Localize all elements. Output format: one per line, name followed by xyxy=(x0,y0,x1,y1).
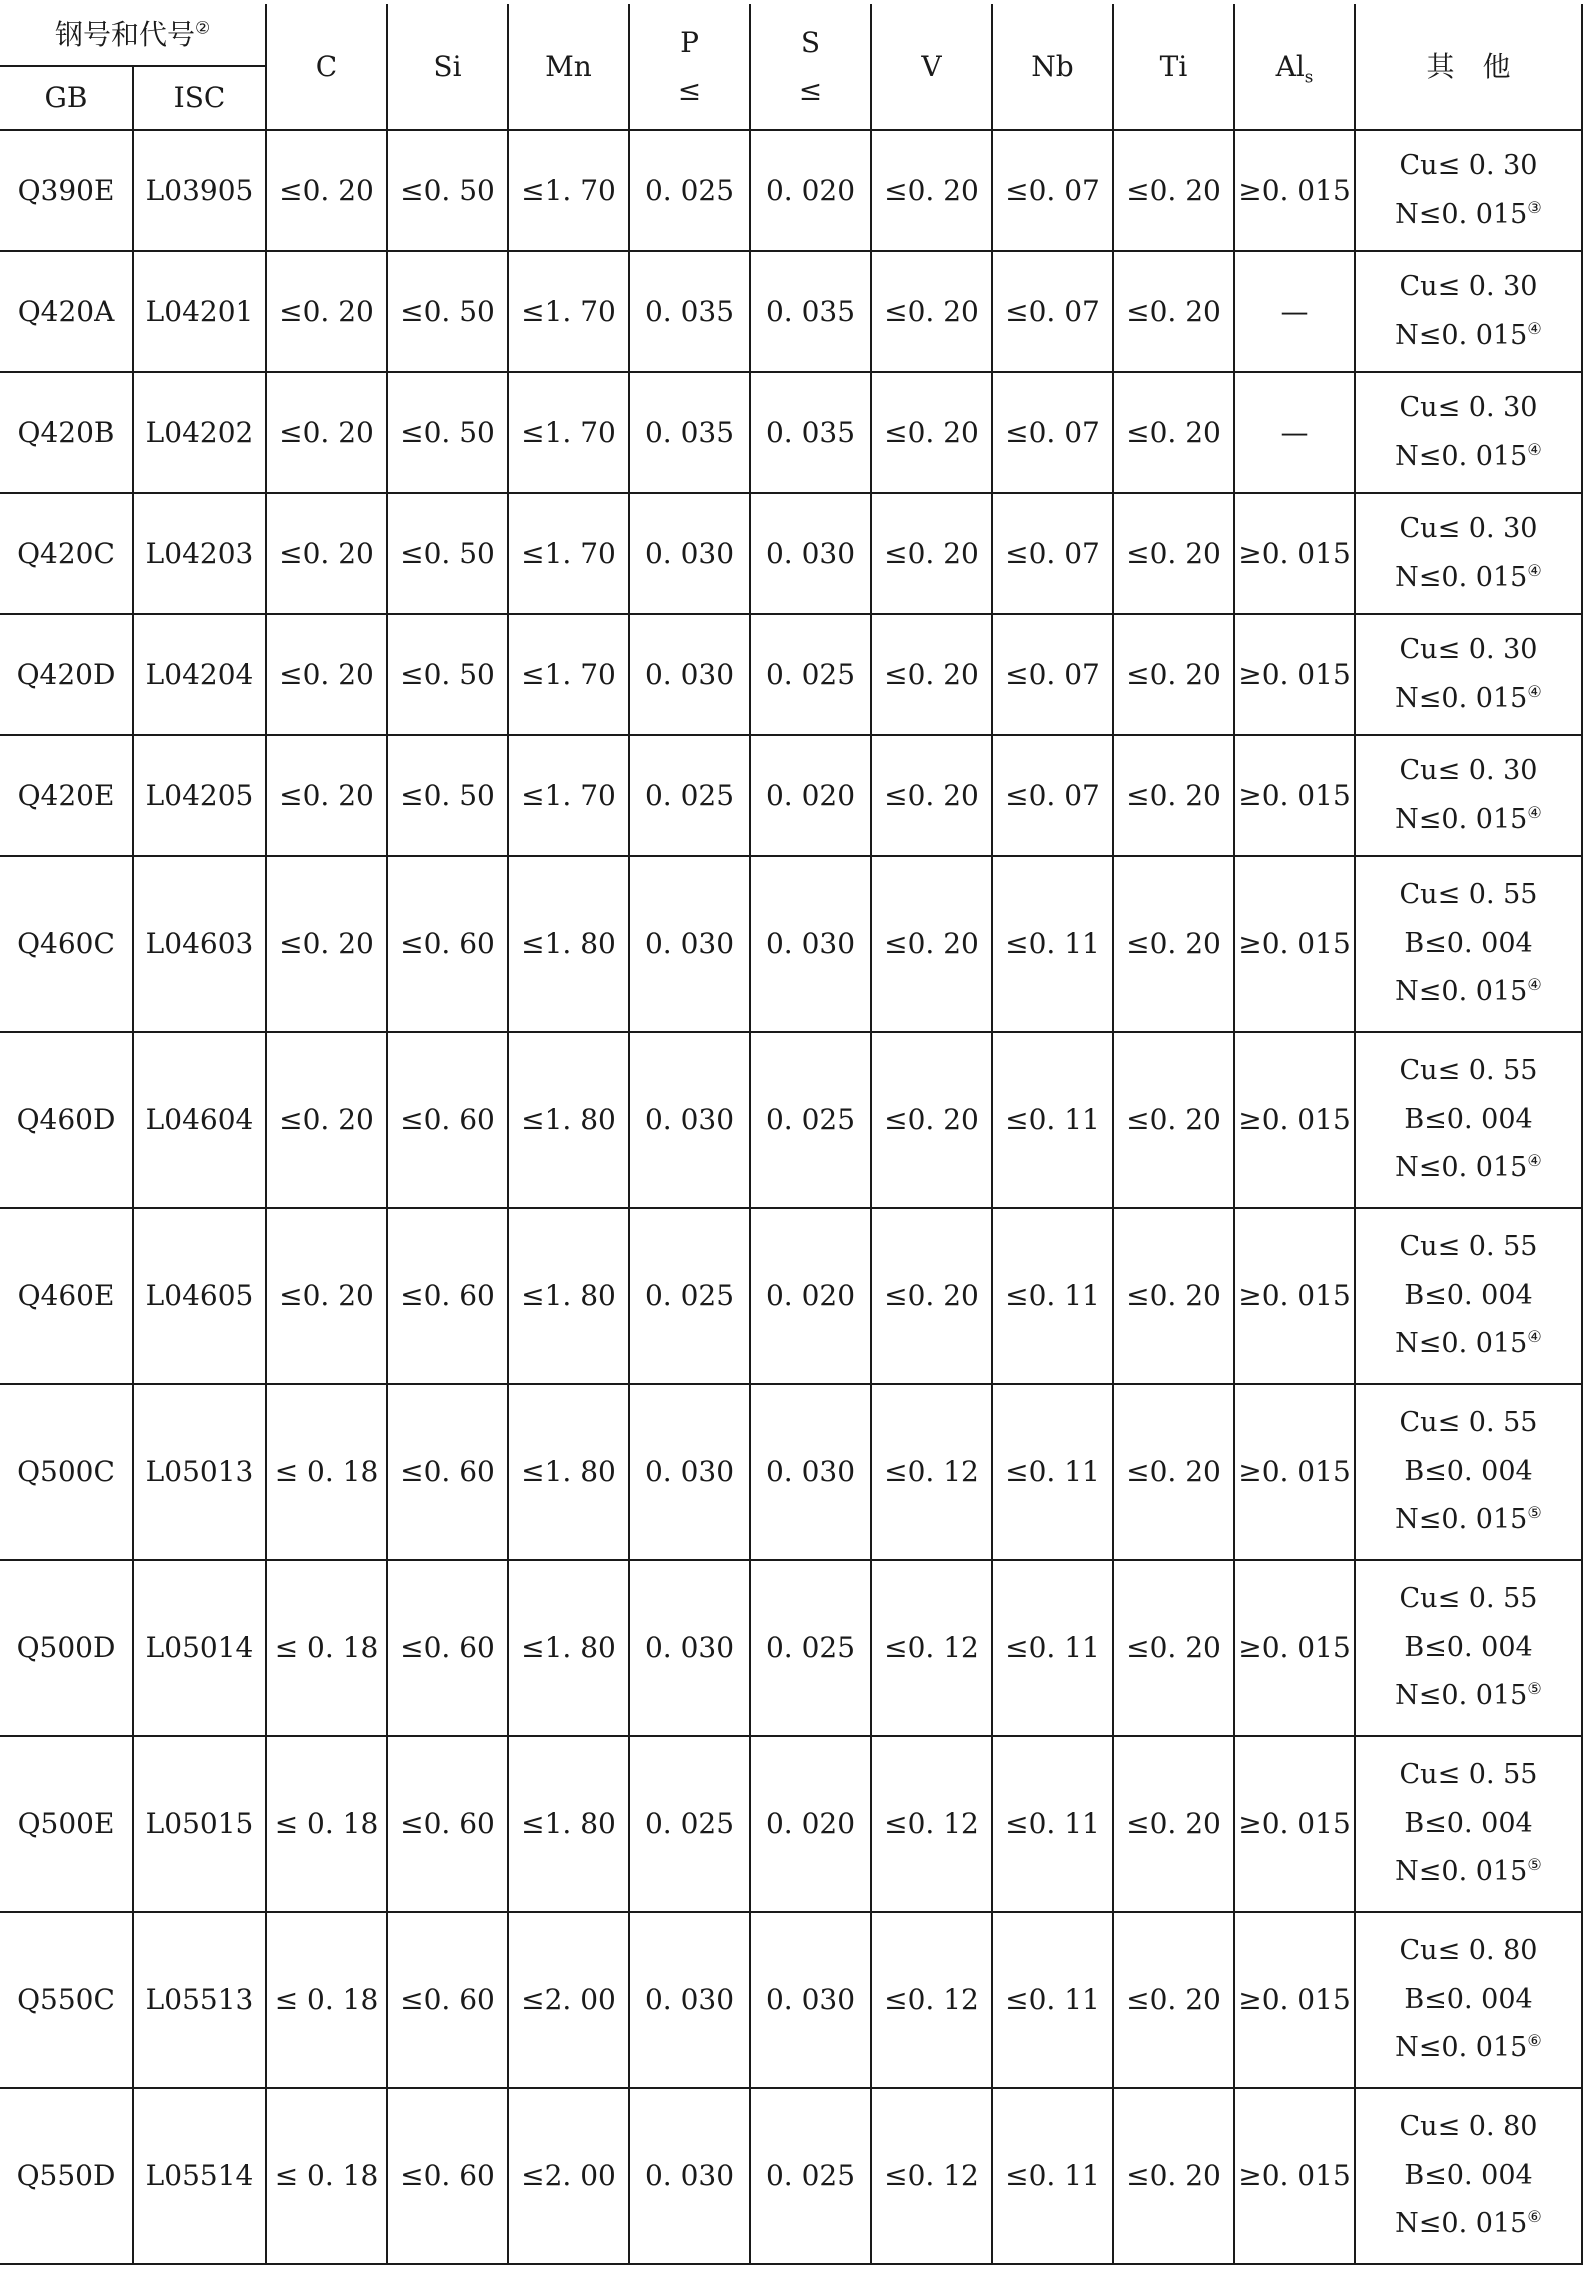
other-line: B≤0. 004 xyxy=(1404,1455,1533,1487)
col-header-isc: ISC xyxy=(133,66,266,130)
footnote-mark: ④ xyxy=(1527,439,1542,459)
footnote-mark: ④ xyxy=(1527,1151,1542,1171)
cell-mn: ≤1. 70 xyxy=(508,130,629,251)
cell-si: ≤0. 50 xyxy=(387,130,508,251)
other-line: B≤0. 004 xyxy=(1404,1279,1533,1311)
cell-other xyxy=(1355,2088,1582,2264)
cell-p: 0. 035 xyxy=(629,251,750,372)
table-row xyxy=(0,1912,1582,2088)
other-line: Cu≤ 0. 30 xyxy=(1399,270,1538,302)
table-row xyxy=(0,735,1582,856)
cell-c: ≤0. 20 xyxy=(266,856,387,1032)
other-line: N≤0. 015⑤ xyxy=(1395,1679,1542,1712)
other-line: N≤0. 015④ xyxy=(1395,802,1542,835)
cell-si: ≤0. 50 xyxy=(387,372,508,493)
cell-mn: ≤1. 70 xyxy=(508,372,629,493)
cell-c: ≤0. 20 xyxy=(266,735,387,856)
footnote-mark: ④ xyxy=(1527,681,1542,701)
col-header-other: 其 他 xyxy=(1355,4,1582,130)
cell-ti: ≤0. 20 xyxy=(1113,1384,1234,1560)
footnote-mark: ④ xyxy=(1527,318,1542,338)
cell-other xyxy=(1355,251,1582,372)
cell-isc: L03905 xyxy=(133,130,266,251)
cell-c: ≤0. 20 xyxy=(266,251,387,372)
cell-p: 0. 035 xyxy=(629,372,750,493)
col-header-p: P ≤ xyxy=(629,4,750,130)
cell-ti: ≤0. 20 xyxy=(1113,251,1234,372)
cell-p: 0. 030 xyxy=(629,2088,750,2264)
cell-al: ≥0. 015 xyxy=(1234,493,1355,614)
cell-isc: L04205 xyxy=(133,735,266,856)
footnote-mark: ⑥ xyxy=(1527,2031,1542,2051)
cell-isc: L05014 xyxy=(133,1560,266,1736)
col-header-c: C xyxy=(266,4,387,130)
footnote-mark: ⑤ xyxy=(1527,1679,1542,1699)
other-line: N≤0. 015④ xyxy=(1395,1327,1542,1360)
cell-ti: ≤0. 20 xyxy=(1113,1736,1234,1912)
other-line: N≤0. 015⑤ xyxy=(1395,1503,1542,1536)
cell-s: 0. 030 xyxy=(750,493,871,614)
other-line: Cu≤ 0. 80 xyxy=(1399,2111,1538,2143)
cell-si: ≤0. 60 xyxy=(387,856,508,1032)
cell-al: ≥0. 015 xyxy=(1234,1208,1355,1384)
other-line: N≤0. 015④ xyxy=(1395,560,1542,593)
cell-isc: L05013 xyxy=(133,1384,266,1560)
cell-ti: ≤0. 20 xyxy=(1113,735,1234,856)
cell-s: 0. 030 xyxy=(750,856,871,1032)
cell-ti: ≤0. 20 xyxy=(1113,2088,1234,2264)
cell-mn: ≤2. 00 xyxy=(508,2088,629,2264)
cell-mn: ≤1. 70 xyxy=(508,493,629,614)
cell-al: — xyxy=(1234,251,1355,372)
cell-isc: L04204 xyxy=(133,614,266,735)
cell-isc: L04201 xyxy=(133,251,266,372)
other-line: B≤0. 004 xyxy=(1404,1983,1533,2015)
footnote-mark: ② xyxy=(194,17,211,38)
col-header-s: S ≤ xyxy=(750,4,871,130)
cell-other xyxy=(1355,1560,1582,1736)
grade-code-header: 钢号和代号② xyxy=(0,4,266,66)
cell-s: 0. 025 xyxy=(750,2088,871,2264)
table-row xyxy=(0,1032,1582,1208)
cell-ti: ≤0. 20 xyxy=(1113,130,1234,251)
cell-other xyxy=(1355,1384,1582,1560)
cell-other xyxy=(1355,1912,1582,2088)
cell-p: 0. 025 xyxy=(629,130,750,251)
other-line: Cu≤ 0. 55 xyxy=(1399,879,1538,911)
cell-nb: ≤0. 11 xyxy=(992,1560,1113,1736)
other-line: N≤0. 015③ xyxy=(1395,197,1542,230)
cell-c: ≤ 0. 18 xyxy=(266,1736,387,1912)
cell-gb: Q420E xyxy=(0,735,133,856)
other-line: Cu≤ 0. 55 xyxy=(1399,1759,1538,1791)
cell-other xyxy=(1355,735,1582,856)
cell-al: ≥0. 015 xyxy=(1234,130,1355,251)
other-line: Cu≤ 0. 30 xyxy=(1399,512,1538,544)
other-line: N≤0. 015④ xyxy=(1395,439,1542,472)
cell-si: ≤0. 50 xyxy=(387,735,508,856)
col-header-nb: Nb xyxy=(992,4,1113,130)
cell-v: ≤0. 20 xyxy=(871,493,992,614)
cell-p: 0. 030 xyxy=(629,493,750,614)
cell-p: 0. 030 xyxy=(629,1912,750,2088)
other-line: N≤0. 015⑥ xyxy=(1395,2207,1542,2240)
cell-gb: Q420D xyxy=(0,614,133,735)
cell-isc: L04604 xyxy=(133,1032,266,1208)
cell-gb: Q550C xyxy=(0,1912,133,2088)
cell-isc: L05513 xyxy=(133,1912,266,2088)
cell-v: ≤0. 20 xyxy=(871,614,992,735)
cell-ti: ≤0. 20 xyxy=(1113,1912,1234,2088)
table-row xyxy=(0,1208,1582,1384)
cell-p: 0. 025 xyxy=(629,1736,750,1912)
cell-other xyxy=(1355,130,1582,251)
cell-al: ≥0. 015 xyxy=(1234,614,1355,735)
cell-v: ≤0. 20 xyxy=(871,251,992,372)
cell-gb: Q460E xyxy=(0,1208,133,1384)
other-line: Cu≤ 0. 55 xyxy=(1399,1407,1538,1439)
table-body xyxy=(0,130,1582,2264)
cell-al: ≥0. 015 xyxy=(1234,1736,1355,1912)
cell-nb: ≤0. 07 xyxy=(992,614,1113,735)
cell-other xyxy=(1355,372,1582,493)
cell-p: 0. 025 xyxy=(629,735,750,856)
cell-nb: ≤0. 11 xyxy=(992,1384,1113,1560)
footnote-mark: ⑤ xyxy=(1527,1855,1542,1875)
cell-al: ≥0. 015 xyxy=(1234,2088,1355,2264)
cell-mn: ≤1. 70 xyxy=(508,735,629,856)
other-line: Cu≤ 0. 30 xyxy=(1399,633,1538,665)
cell-s: 0. 035 xyxy=(750,251,871,372)
table-row xyxy=(0,130,1582,251)
cell-gb: Q500D xyxy=(0,1560,133,1736)
cell-other xyxy=(1355,856,1582,1032)
footnote-mark: ④ xyxy=(1527,1327,1542,1347)
cell-al: ≥0. 015 xyxy=(1234,735,1355,856)
table-row xyxy=(0,614,1582,735)
other-line: Cu≤ 0. 55 xyxy=(1399,1055,1538,1087)
cell-v: ≤0. 12 xyxy=(871,1560,992,1736)
cell-isc: L04605 xyxy=(133,1208,266,1384)
cell-al: ≥0. 015 xyxy=(1234,1560,1355,1736)
cell-nb: ≤0. 11 xyxy=(992,1912,1113,2088)
cell-al: ≥0. 015 xyxy=(1234,1912,1355,2088)
other-line: Cu≤ 0. 30 xyxy=(1399,754,1538,786)
other-line: Cu≤ 0. 55 xyxy=(1399,1231,1538,1263)
cell-other xyxy=(1355,493,1582,614)
cell-c: ≤ 0. 18 xyxy=(266,1560,387,1736)
footnote-mark: ④ xyxy=(1527,802,1542,822)
cell-mn: ≤1. 70 xyxy=(508,614,629,735)
other-line: N≤0. 015⑥ xyxy=(1395,2031,1542,2064)
cell-s: 0. 020 xyxy=(750,1208,871,1384)
cell-gb: Q390E xyxy=(0,130,133,251)
other-line: Cu≤ 0. 80 xyxy=(1399,1935,1538,1967)
other-line: Cu≤ 0. 55 xyxy=(1399,1583,1538,1615)
cell-c: ≤0. 20 xyxy=(266,614,387,735)
table-row xyxy=(0,1736,1582,1912)
cell-si: ≤0. 60 xyxy=(387,1208,508,1384)
cell-mn: ≤2. 00 xyxy=(508,1912,629,2088)
cell-s: 0. 030 xyxy=(750,1384,871,1560)
cell-al: — xyxy=(1234,372,1355,493)
cell-mn: ≤1. 70 xyxy=(508,251,629,372)
cell-v: ≤0. 12 xyxy=(871,1384,992,1560)
table-row xyxy=(0,372,1582,493)
other-line: N≤0. 015⑤ xyxy=(1395,1855,1542,1888)
cell-c: ≤0. 20 xyxy=(266,493,387,614)
cell-other xyxy=(1355,1032,1582,1208)
cell-isc: L05514 xyxy=(133,2088,266,2264)
cell-other xyxy=(1355,614,1582,735)
cell-p: 0. 030 xyxy=(629,1384,750,1560)
cell-gb: Q460D xyxy=(0,1032,133,1208)
cell-nb: ≤0. 07 xyxy=(992,251,1113,372)
col-header-v: V xyxy=(871,4,992,130)
cell-p: 0. 030 xyxy=(629,1032,750,1208)
cell-ti: ≤0. 20 xyxy=(1113,1208,1234,1384)
cell-c: ≤ 0. 18 xyxy=(266,1912,387,2088)
cell-other xyxy=(1355,1208,1582,1384)
col-header-als: $Al_s$ xyxy=(1234,4,1355,130)
footnote-mark: ④ xyxy=(1527,975,1542,995)
footnote-mark: ③ xyxy=(1527,197,1542,217)
cell-other xyxy=(1355,1736,1582,1912)
other-line: N≤0. 015④ xyxy=(1395,318,1542,351)
table-row xyxy=(0,1560,1582,1736)
cell-isc: L04202 xyxy=(133,372,266,493)
cell-s: 0. 025 xyxy=(750,1032,871,1208)
cell-nb: ≤0. 11 xyxy=(992,2088,1113,2264)
cell-c: ≤0. 20 xyxy=(266,130,387,251)
cell-c: ≤ 0. 18 xyxy=(266,2088,387,2264)
table-row xyxy=(0,493,1582,614)
cell-nb: ≤0. 07 xyxy=(992,735,1113,856)
cell-nb: ≤0. 11 xyxy=(992,1208,1113,1384)
cell-s: 0. 025 xyxy=(750,614,871,735)
other-line: B≤0. 004 xyxy=(1404,1103,1533,1135)
col-header-gb: GB xyxy=(0,66,133,130)
cell-ti: ≤0. 20 xyxy=(1113,1032,1234,1208)
cell-nb: ≤0. 11 xyxy=(992,1736,1113,1912)
other-line: N≤0. 015④ xyxy=(1395,1151,1542,1184)
cell-mn: ≤1. 80 xyxy=(508,1032,629,1208)
cell-ti: ≤0. 20 xyxy=(1113,856,1234,1032)
other-line: B≤0. 004 xyxy=(1404,1807,1533,1839)
cell-s: 0. 020 xyxy=(750,130,871,251)
cell-c: ≤0. 20 xyxy=(266,1208,387,1384)
col-header-si: Si xyxy=(387,4,508,130)
cell-si: ≤0. 60 xyxy=(387,1736,508,1912)
cell-v: ≤0. 20 xyxy=(871,372,992,493)
cell-v: ≤0. 20 xyxy=(871,1208,992,1384)
cell-c: ≤ 0. 18 xyxy=(266,1384,387,1560)
cell-ti: ≤0. 20 xyxy=(1113,614,1234,735)
cell-al: ≥0. 015 xyxy=(1234,1032,1355,1208)
cell-mn: ≤1. 80 xyxy=(508,856,629,1032)
cell-isc: L04603 xyxy=(133,856,266,1032)
cell-p: 0. 030 xyxy=(629,856,750,1032)
other-line: B≤0. 004 xyxy=(1404,2159,1533,2191)
cell-gb: Q500C xyxy=(0,1384,133,1560)
cell-gb: Q420A xyxy=(0,251,133,372)
other-line: N≤0. 015④ xyxy=(1395,681,1542,714)
cell-nb: ≤0. 11 xyxy=(992,1032,1113,1208)
footnote-mark: ⑤ xyxy=(1527,1503,1542,1523)
cell-p: 0. 030 xyxy=(629,614,750,735)
other-line: Cu≤ 0. 30 xyxy=(1399,149,1538,181)
other-line: Cu≤ 0. 30 xyxy=(1399,391,1538,423)
cell-gb: Q500E xyxy=(0,1736,133,1912)
cell-ti: ≤0. 20 xyxy=(1113,372,1234,493)
cell-v: ≤0. 12 xyxy=(871,2088,992,2264)
table-row xyxy=(0,1384,1582,1560)
cell-p: 0. 030 xyxy=(629,1560,750,1736)
cell-gb: Q420C xyxy=(0,493,133,614)
cell-v: ≤0. 20 xyxy=(871,735,992,856)
cell-v: ≤0. 20 xyxy=(871,856,992,1032)
cell-ti: ≤0. 20 xyxy=(1113,1560,1234,1736)
cell-c: ≤0. 20 xyxy=(266,1032,387,1208)
cell-si: ≤0. 60 xyxy=(387,1560,508,1736)
cell-si: ≤0. 60 xyxy=(387,1912,508,2088)
cell-c: ≤0. 20 xyxy=(266,372,387,493)
cell-mn: ≤1. 80 xyxy=(508,1384,629,1560)
cell-v: ≤0. 12 xyxy=(871,1912,992,2088)
cell-v: ≤0. 20 xyxy=(871,130,992,251)
cell-isc: L05015 xyxy=(133,1736,266,1912)
cell-gb: Q420B xyxy=(0,372,133,493)
footnote-mark: ④ xyxy=(1527,560,1542,580)
cell-mn: ≤1. 80 xyxy=(508,1560,629,1736)
cell-s: 0. 025 xyxy=(750,1560,871,1736)
cell-s: 0. 035 xyxy=(750,372,871,493)
cell-si: ≤0. 60 xyxy=(387,1032,508,1208)
cell-si: ≤0. 50 xyxy=(387,251,508,372)
cell-s: 0. 020 xyxy=(750,1736,871,1912)
cell-nb: ≤0. 07 xyxy=(992,130,1113,251)
other-line: B≤0. 004 xyxy=(1404,927,1533,959)
cell-si: ≤0. 60 xyxy=(387,2088,508,2264)
cell-mn: ≤1. 80 xyxy=(508,1208,629,1384)
composition-table xyxy=(0,4,1583,2265)
cell-al: ≥0. 015 xyxy=(1234,856,1355,1032)
cell-gb: Q460C xyxy=(0,856,133,1032)
table-row xyxy=(0,251,1582,372)
col-header-ti: Ti xyxy=(1113,4,1234,130)
cell-si: ≤0. 50 xyxy=(387,493,508,614)
cell-ti: ≤0. 20 xyxy=(1113,493,1234,614)
other-line: N≤0. 015④ xyxy=(1395,975,1542,1008)
cell-mn: ≤1. 80 xyxy=(508,1736,629,1912)
col-header-mn: Mn xyxy=(508,4,629,130)
cell-v: ≤0. 20 xyxy=(871,1032,992,1208)
cell-nb: ≤0. 07 xyxy=(992,493,1113,614)
cell-gb: Q550D xyxy=(0,2088,133,2264)
table-row xyxy=(0,2088,1582,2264)
cell-nb: ≤0. 07 xyxy=(992,372,1113,493)
cell-isc: L04203 xyxy=(133,493,266,614)
cell-v: ≤0. 12 xyxy=(871,1736,992,1912)
cell-s: 0. 030 xyxy=(750,1912,871,2088)
footnote-mark: ⑥ xyxy=(1527,2207,1542,2227)
cell-p: 0. 025 xyxy=(629,1208,750,1384)
cell-s: 0. 020 xyxy=(750,735,871,856)
cell-si: ≤0. 50 xyxy=(387,614,508,735)
other-line: B≤0. 004 xyxy=(1404,1631,1533,1663)
cell-nb: ≤0. 11 xyxy=(992,856,1113,1032)
cell-al: ≥0. 015 xyxy=(1234,1384,1355,1560)
table-row xyxy=(0,856,1582,1032)
cell-si: ≤0. 60 xyxy=(387,1384,508,1560)
